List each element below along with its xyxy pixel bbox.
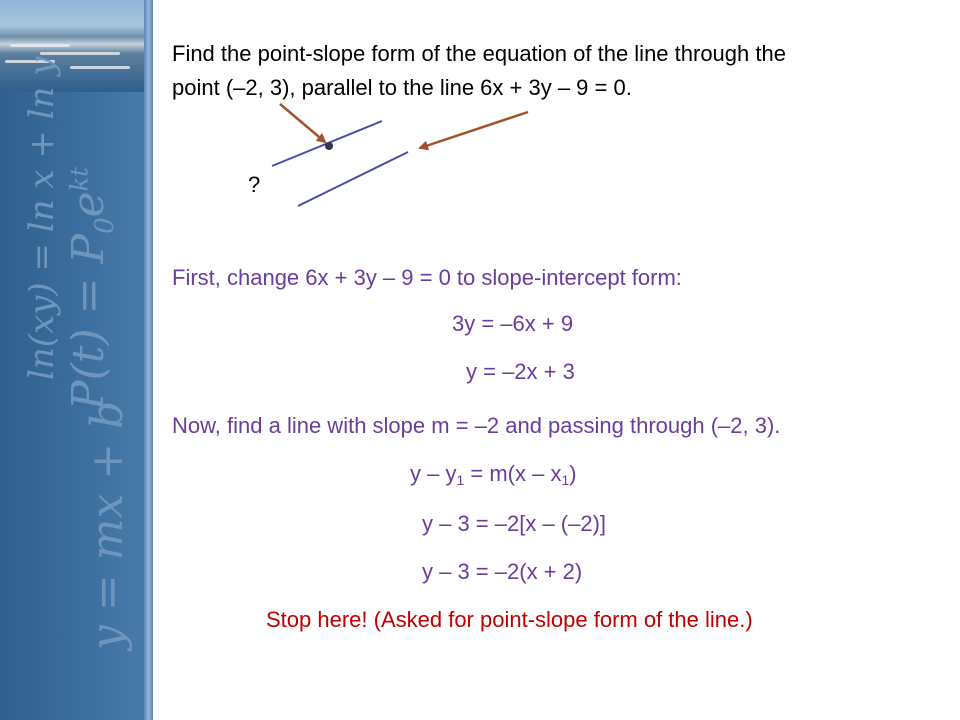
step2-equation-2: y – 3 = –2[x – (–2)] [422, 511, 607, 536]
step1-equation-1: 3y = –6x + 9 [452, 311, 574, 336]
sidebar-formula-log: ln(xy) = ln x + ln y [22, 56, 62, 380]
problem-line-2: point (–2, 3), parallel to the line 6x + 3y – 9 = 0. [172, 75, 632, 100]
given-line [298, 152, 408, 206]
sidebar-formula-growth: $P(t) = P_0e^{kt}$ [63, 167, 120, 410]
step1-intro: First, change 6x + 3y – 9 = 0 to slope-intercept form: [172, 265, 682, 290]
decorative-sidebar [0, 0, 153, 720]
step2-equation-1: $y - y_1 = m(x - x_1)$ [410, 461, 577, 488]
problem-line-1: Find the point-slope form of the equation of the line through the [172, 41, 786, 66]
conclusion-note: Stop here! (Asked for point-slope form of the line.) [266, 607, 753, 632]
arrow-to-point [280, 104, 325, 142]
sidebar-formula-line: y = mx + b [82, 400, 133, 650]
arrow-to-given-line [420, 112, 528, 148]
parallel-lines-diagram [240, 100, 540, 220]
question-mark: ? [248, 172, 261, 197]
step2-equation-3: y – 3 = –2(x + 2) [422, 559, 583, 584]
point-marker [325, 142, 333, 150]
step1-equation-2: y = –2x + 3 [466, 359, 575, 384]
sidebar-edge [144, 0, 153, 720]
step2-intro: Now, find a line with slope m = –2 and passing through (–2, 3). [172, 413, 781, 438]
